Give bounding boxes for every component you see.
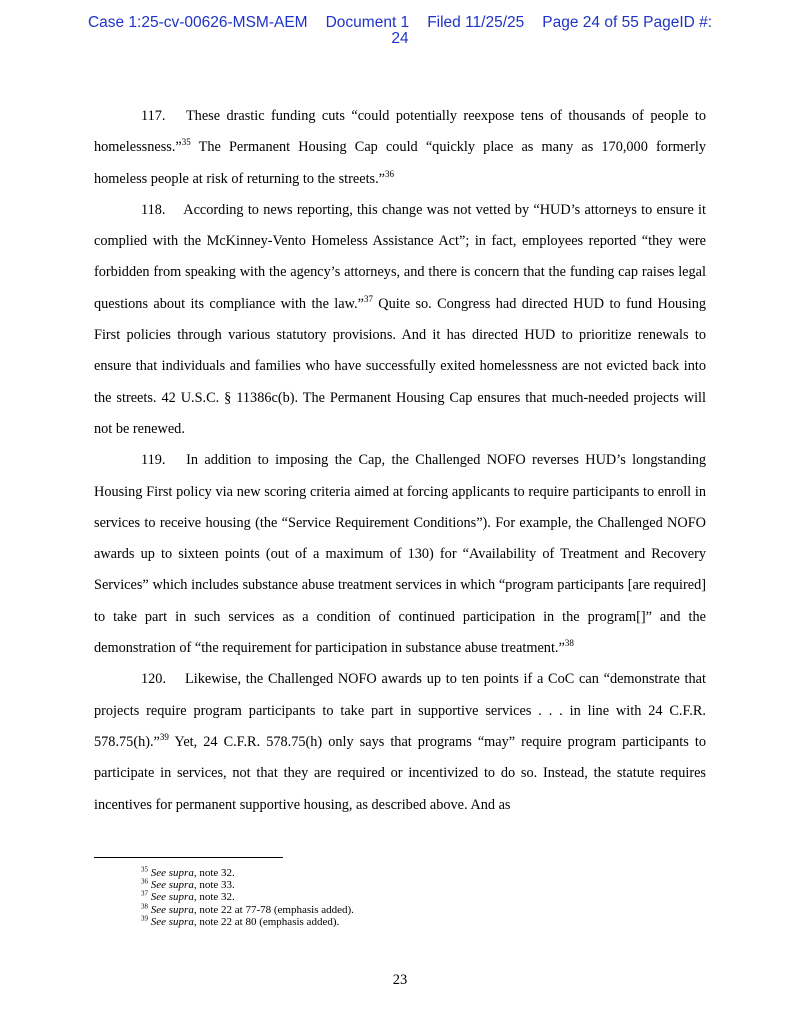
footnote-divider (94, 857, 283, 858)
paragraph-119: 119. In addition to imposing the Cap, the Challenged NOFO reverses HUD’s longstanding Housing First policy via new scoring criteria aimed at forcing applicants to require participants to enroll in services to receive housing (the “Service Requirement Conditions”). For example, the Challenged NOFO awards up to sixteen points (out of a maximum of 130) for “Availability of Treatment and Recovery Services” which includes substance abuse treatment services in which “program participants [are required] to take part in such services as a condition of continued participation in the program[]” and the demonstration of “the requirement for participation in substance abuse treatment.”$^{38}$ (94, 452, 706, 657)
case-number: Case 1:25-cv-00626-MSM-AEM (87, 14, 308, 31)
footnote-35: $^{35}$ See supra, note 32. (141, 865, 235, 879)
paragraph-120: 120. Likewise, the Challenged NOFO awards up to ten points if a CoC can “demonstrate that projects require program participants to take part in supportive services . . . in line with 24 C.F.R. 578.75(h).”$^{39}$ Yet, 24 C.F.R. 578.75(h) only says that programs “may” require program participants to participate in services, not that they are required or incentivized to do so. Instead, the statute requires incentives for permanent supportive housing, as described above. And as (94, 671, 706, 813)
document-body (94, 101, 706, 821)
footnote-ref: 36 (385, 168, 395, 179)
footnote-39: $^{39}$ See supra, note 22 at 80 (emphasis added). (141, 914, 340, 928)
footnote-ref: 38 (564, 638, 574, 649)
footnote-37: $^{37}$ See supra, note 32. (141, 889, 235, 904)
page-of-pages: Page 24 of 55 PageID #: (542, 14, 713, 31)
footnote-ref: 37 (363, 294, 373, 305)
ecf-header (0, 15, 800, 47)
paragraph-118: 118. According to news reporting, this change was not vetted by “HUD’s attorneys to ensure it complied with the McKinney-Vento Homeless Assistance Act”; in fact, employees reported “they were forbidden from speaking with the agency’s attorneys, and there is concern that the funding cap raises legal questions about its compliance with the law.”$^{37}$ Quite so. Congress had directed HUD to fund Housing First policies through various statutory provisions. And it has directed HUD to prioritize renewals to ensure that individuals and families who have successfully exited homelessness are not evicted back into the streets. 42 U.S.C. § 11386c(b). The Permanent Housing Cap ensures that much-needed projects will not be renewed. (94, 201, 706, 437)
page-number: 23 (392, 972, 408, 988)
footnote-38: $^{38}$ See supra, note 22 at 77-78 (emphasis added). (141, 901, 354, 916)
footnote-36: $^{36}$ See supra, note 33. (141, 877, 235, 892)
document-number: Document 1 (325, 14, 410, 31)
footnotes (141, 867, 354, 928)
page-id: 24 (391, 30, 409, 47)
footnote-ref: 39 (159, 732, 169, 743)
footnote-ref: 35 (181, 137, 191, 148)
paragraph-117: 117. These drastic funding cuts “could potentially reexpose tens of thousands of people to homelessness.”$^{35}$ The Permanent Housing Cap could “quickly place as many as 170,000 formerly homeless people at risk of returning to the streets.”$^{36}$ (94, 108, 706, 187)
filed-date: Filed 11/25/25 (427, 14, 525, 31)
